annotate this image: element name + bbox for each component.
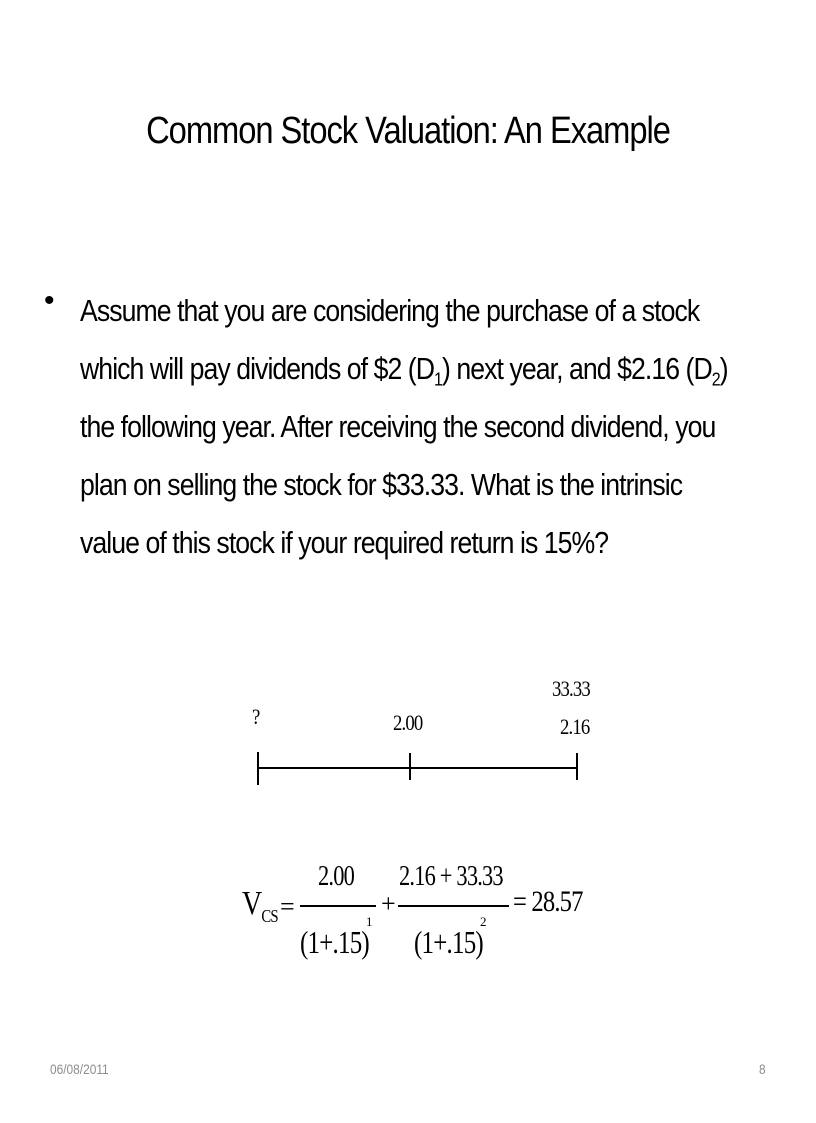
equation-result: = 28.57 [513,885,583,918]
term1-fraction-bar [300,905,376,907]
footer-date: 06/08/2011 [50,1061,109,1077]
term1-exponent: 1 [366,914,372,929]
timeline-axis [258,767,577,769]
term1-numerator: 2.00 [318,861,354,892]
bullet-line-4: plan on selling the stock for $33.33. What is the intrinsic [80,467,683,502]
term2-numerator: 2.16 + 33.33 [399,861,503,892]
bullet-text [80,282,734,572]
term2-denominator: (1+.15) [414,924,483,960]
page-number: 8 [759,1061,766,1077]
timeline-label-t2-price: 33.33 [552,676,590,701]
slide-title: Common Stock Valuation: An Example [146,110,670,152]
timeline-label-t1: 2.00 [393,710,423,735]
bullet-line-5: value of this stock if your required return is 15%? [80,525,609,560]
bullet-line-1: Assume that you are considering the purchase of a stock [80,293,700,328]
equation-lhs: $V_{CS}$ [242,885,278,926]
timeline-label-t2-dividend: 2.16 [560,714,590,739]
bullet-point-icon: • [44,284,55,317]
term2-exponent: 2 [480,914,486,929]
equation-equals: = [280,892,294,921]
timeline-tick-0 [257,752,259,785]
bullet-line-2: which will pay dividends of $2 $(D_1)$ next year, and $2.16 $(D_2)$ [80,351,728,390]
timeline-label-t0: ? [252,704,260,729]
timeline-tick-2 [576,753,578,780]
term2-fraction-bar [398,905,509,907]
bullet-line-3: the following year. After receiving the second dividend, you [80,409,716,444]
timeline-tick-1 [409,753,411,780]
term1-denominator: (1+.15) [300,924,369,960]
equation-plus: + [381,889,395,918]
